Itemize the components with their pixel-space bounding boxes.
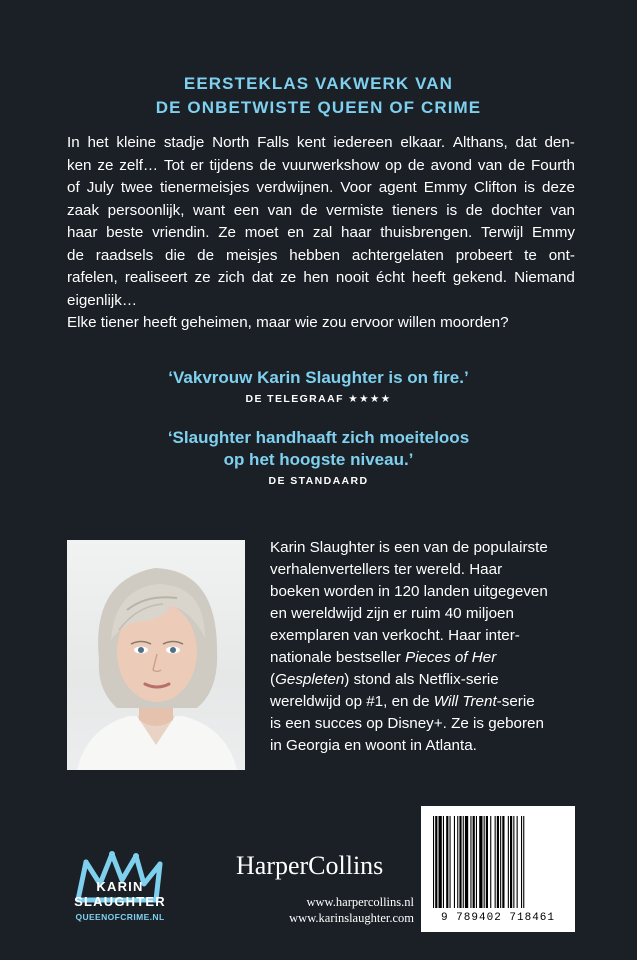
bio-line: boeken worden in 120 landen uitgegeven: [270, 583, 548, 600]
isbn-number: 9 789402 718461: [440, 912, 556, 924]
barcode-bar: [523, 816, 524, 908]
barcode-bar: [457, 816, 458, 908]
barcode-bar: [433, 816, 434, 908]
barcode-bar: [513, 816, 514, 908]
bio-title-pieces-of-her: Pieces of Her: [405, 649, 497, 666]
blurb-line: of July twee tienermeisjes verdwijnen. Voor agent Emmy Clifton is deze: [67, 179, 575, 196]
logo-karin: KARIN: [96, 879, 144, 894]
bio-line: in Georgia en woont in Atlanta.: [270, 737, 477, 754]
barcode-bar: [476, 816, 477, 908]
barcode-bar: [443, 816, 444, 908]
author-photo: [67, 540, 245, 770]
barcode-bar: [454, 816, 455, 908]
author-url: www.karinslaughter.com: [289, 911, 414, 925]
barcode-bar: [459, 816, 461, 908]
barcode-bar: [439, 816, 442, 908]
barcode-bar: [486, 816, 488, 908]
barcode-bar: [495, 816, 496, 908]
blurb-line: de raadsels die de meisjes hebben achtergelaten probeert te ont-: [67, 246, 575, 264]
barcode-bar: [508, 816, 509, 908]
bio-line: (Gespleten) stond als Netflix-serie: [270, 671, 499, 688]
barcode-bars-icon: [433, 816, 563, 908]
review-quote-1: [0, 367, 637, 389]
publisher-url: www.harpercollins.nl: [306, 895, 414, 909]
blurb-line: zaak persoonlijk, want een van de vermiste tieners is de dochter van: [67, 201, 575, 219]
logo-website: QUEENOFCRIME.NL: [75, 912, 165, 922]
bio-title-will-trent: Will Trent: [433, 693, 497, 710]
review-quote-2-line-2: op het hoogste niveau.’: [223, 450, 414, 469]
headline: [0, 72, 637, 120]
bio-line: verhalenvertellers ter wereld. Haar: [270, 561, 503, 578]
barcode-bar: [517, 816, 518, 908]
barcode-bar: [450, 816, 451, 908]
logo-slaughter: SLAUGHTER: [74, 894, 166, 909]
blurb-line: eigenlijk…: [67, 291, 138, 309]
barcode-bar: [463, 816, 464, 908]
barcode: [421, 806, 575, 932]
review-quote-1-text: ‘Vakvrouw Karin Slaughter is on fire.’: [168, 368, 469, 387]
bio-line: en wereldwijd zijn er ruim 40 miljoen: [270, 605, 514, 622]
review-source-1: DE TELEGRAAF ★★★★: [245, 393, 392, 405]
barcode-bar: [484, 816, 485, 908]
blurb-line: rafelen, realiseert ze zich dat ze hen nooit écht heeft gekend. Niemand: [67, 269, 575, 286]
barcode-bar: [479, 816, 482, 908]
review-quote-2-line-1: ‘Slaughter handhaaft zich moeiteloos: [167, 428, 470, 447]
bio-line: nationale bestseller Pieces of Her: [270, 649, 497, 666]
barcode-bar: [470, 816, 471, 908]
headline-line-1: EERSTEKLAS VAKWERK VAN: [183, 74, 454, 93]
barcode-bar: [497, 816, 499, 908]
tagline-question: Elke tiener heeft geheimen, maar wie zou ervoor willen moorden?: [67, 314, 509, 331]
bio-line: wereldwijd op #1, en de Will Trent-serie: [270, 693, 535, 710]
bio-line: is een succes op Disney+. Ze is geboren: [270, 715, 544, 732]
author-portrait-illustration: [67, 540, 245, 770]
blurb-line: haar beste vriendin. Ze moet en zal haar thuisbrengen. Terwijl Emmy: [67, 224, 575, 241]
barcode-bar: [446, 816, 448, 908]
blurb-line: ken ze zelf… Tot er tijdens de vuurwerkshow op de avond van de Fourth: [67, 156, 575, 174]
barcode-bar: [521, 816, 522, 908]
barcode-bar: [490, 816, 491, 908]
publisher-logo: HarperCollins: [236, 851, 384, 880]
bio-line: exemplaren van verkocht. Haar inter-: [270, 627, 520, 644]
author-bio: [270, 537, 570, 757]
barcode-bar: [473, 816, 475, 908]
review-quote-2: [0, 427, 637, 471]
bio-line: Karin Slaughter is een van de populairste: [270, 539, 548, 556]
blurb: [67, 132, 575, 312]
barcode-bar: [435, 816, 437, 908]
headline-line-2: DE ONBETWISTE QUEEN OF CRIME: [155, 98, 482, 117]
bio-title-gespleten: Gespleten: [275, 671, 345, 688]
review-source-2: DE STANDAARD: [268, 475, 369, 487]
barcode-bar: [510, 816, 512, 908]
barcode-bar: [465, 816, 468, 908]
barcode-bar: [502, 816, 504, 908]
barcode-bar: [500, 816, 501, 908]
blurb-line: In het kleine stadje North Falls kent iedereen elkaar. Althans, dat den-: [67, 134, 575, 151]
